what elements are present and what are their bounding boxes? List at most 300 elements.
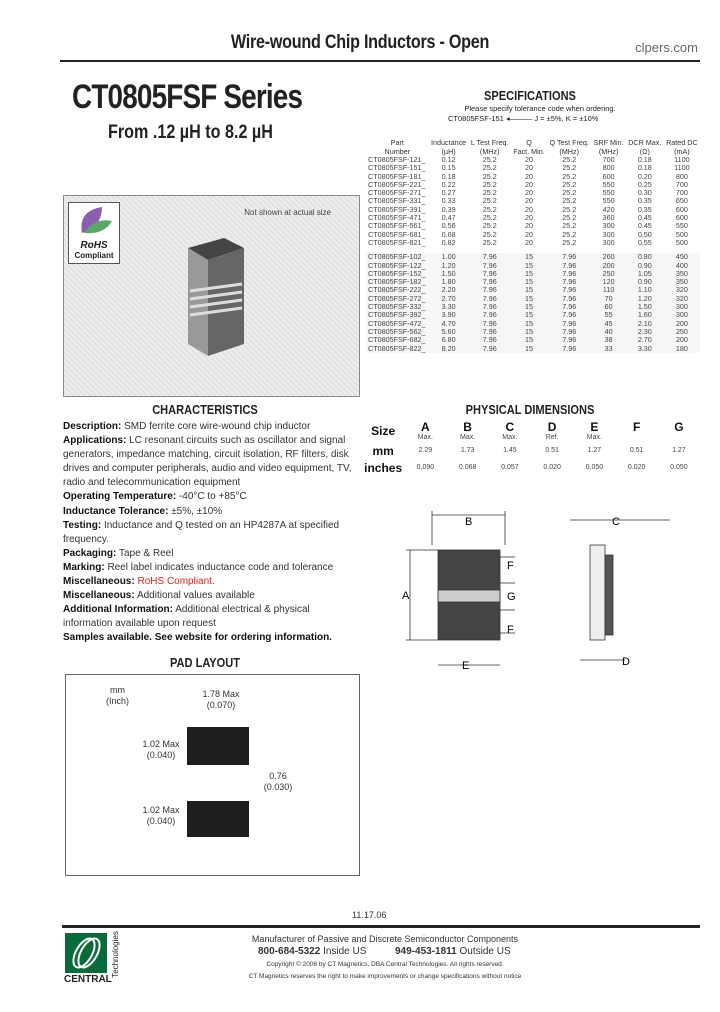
- dimension-qualifier: Ref.: [545, 434, 559, 441]
- dimension-value: 0.068: [458, 464, 477, 471]
- dimension-row-in: [362, 459, 700, 476]
- column-header: [429, 138, 469, 156]
- table-cell: 1.10: [626, 286, 664, 294]
- table-cell: 7.96: [469, 320, 511, 328]
- table-header: [366, 138, 700, 156]
- table-cell: 25.2: [482, 188, 497, 198]
- dimension-qualifier: [616, 434, 658, 442]
- table-cell: 25.2: [482, 179, 497, 189]
- dimension-qualifier: Max.: [417, 434, 433, 441]
- table-cell: CT0805FSF-122_: [366, 262, 429, 270]
- table-cell: 1.20: [429, 262, 469, 270]
- table-cell: 110: [591, 286, 626, 294]
- manufacturer-line: Manufacturer of Passive and Discrete Semiconductor Components: [251, 934, 519, 944]
- table-cell: 7.96: [547, 262, 591, 270]
- table-cell: 25.2: [482, 221, 497, 231]
- table-cell: CT0805FSF-681_: [368, 229, 426, 239]
- phone-inside: [258, 946, 366, 957]
- table-cell: 25.2: [562, 237, 577, 247]
- dimension-column: [658, 420, 700, 442]
- table-cell: 0.18: [637, 155, 652, 164]
- table-cell: 400: [664, 262, 700, 270]
- table-cell: 25.2: [562, 196, 577, 206]
- table-cell: 600: [675, 204, 688, 214]
- pad-height-in: (0.040): [146, 750, 176, 760]
- table-cell: 20: [524, 196, 533, 206]
- table-cell: CT0805FSF-562_: [366, 328, 429, 336]
- table-cell: 550: [675, 221, 688, 231]
- pad-layout-box: [65, 674, 360, 876]
- table-cell: 350: [664, 278, 700, 286]
- table-cell: 7.96: [469, 328, 511, 336]
- table-cell: 15: [511, 253, 547, 261]
- column-header-line: (MHz): [598, 147, 619, 156]
- dimension-value: 2.29: [418, 447, 433, 454]
- table-cell: 0.20: [637, 171, 652, 181]
- dimension-column: [404, 420, 446, 442]
- table-cell: 120: [591, 278, 626, 286]
- column-header: [511, 138, 547, 156]
- table-cell: 7.96: [469, 295, 511, 303]
- table-cell: 600: [602, 171, 615, 181]
- dimension-qualifier: Max.: [502, 434, 518, 441]
- table-cell: 700: [675, 188, 688, 198]
- dimension-value: 1.27: [587, 447, 602, 454]
- characteristic-value: LC resonant circuits such as oscillator and signal generators, impedance matching, circuit isolation, RF filters, disk drives and computer peripherals, audio and video equipment, TV, radio and telecommunication equipment: [63, 435, 352, 489]
- table-cell: 40: [591, 328, 626, 336]
- column-header-line: L Test Freq.: [470, 138, 509, 147]
- dim-label-e: E: [462, 660, 470, 672]
- phone1-label: Inside US: [323, 946, 367, 957]
- characteristic-value: Reel label indicates inductance code and tolerance: [107, 561, 334, 573]
- characteristic-label: Applications:: [63, 435, 127, 447]
- copyright: Copyright © 2006 by CT Magnetics, DBA Central Technologies. All rights reserved.: [266, 961, 504, 968]
- table-cell: 300: [664, 311, 700, 319]
- characteristic-item: [63, 434, 353, 490]
- inductor-illustration: [174, 236, 254, 376]
- table-cell: 7.96: [547, 295, 591, 303]
- table-cell: 25.2: [482, 171, 497, 181]
- table-cell: 15: [511, 328, 547, 336]
- dim-label-f: F: [507, 560, 514, 572]
- table-cell: 0.90: [626, 278, 664, 286]
- phone2: 949-453-1811: [395, 946, 457, 957]
- column-header-line: Fact. Min.: [513, 147, 545, 156]
- dim-label-g: G: [507, 591, 516, 603]
- pad-gap-in: (0.030): [263, 782, 293, 792]
- column-header: [469, 138, 511, 156]
- table-cell: 25.2: [482, 204, 497, 214]
- table-cell: 0.56: [441, 221, 456, 231]
- table-cell: 25.2: [482, 196, 497, 206]
- table-cell: 3.30: [626, 345, 664, 353]
- table-cell: 1.50: [429, 270, 469, 278]
- table-cell: 300: [602, 221, 615, 231]
- table-cell: 0.18: [441, 171, 456, 181]
- table-cell: 20: [524, 155, 533, 164]
- dimension-value: 1.27: [672, 447, 686, 454]
- table-row: [366, 345, 700, 353]
- table-cell: 25.2: [482, 229, 497, 239]
- table-cell: 260: [591, 253, 626, 261]
- units-label: [106, 685, 129, 707]
- brand-name: CENTRAL: [64, 974, 112, 985]
- table-cell: 20: [524, 179, 533, 189]
- characteristic-label: Inductance Tolerance:: [63, 505, 169, 517]
- dimension-letter: F: [632, 420, 641, 434]
- table-cell: 15: [511, 278, 547, 286]
- table-cell: 25.2: [562, 155, 577, 164]
- table-cell: 20: [524, 171, 533, 181]
- website-link[interactable]: clpers.com: [635, 40, 698, 55]
- table-cell: 25.2: [562, 204, 577, 214]
- table-cell: 70: [591, 295, 626, 303]
- pad-height-mm: 1.02 Max: [142, 739, 180, 749]
- table-cell: CT0805FSF-471_: [368, 213, 426, 223]
- dimension-letter: A: [421, 420, 430, 434]
- dimension-qualifier: Max.: [586, 434, 602, 441]
- table-cell: 320: [664, 295, 700, 303]
- characteristic-item: [63, 547, 353, 561]
- dimension-letter: G: [674, 420, 684, 434]
- pad-gap-mm: 0.76: [269, 771, 287, 781]
- table-cell: 20: [524, 163, 533, 173]
- table-cell: 8.20: [429, 345, 469, 353]
- characteristic-label: Miscellaneous:: [63, 576, 135, 588]
- table-cell: 200: [664, 336, 700, 344]
- table-cell: 1.80: [429, 278, 469, 286]
- column-header: [591, 138, 626, 156]
- table-cell: 20: [524, 204, 533, 214]
- table-cell: 550: [602, 196, 615, 206]
- central-logo: [65, 933, 107, 973]
- pad-bottom: [187, 801, 249, 837]
- table-cell: 7.96: [547, 311, 591, 319]
- column-header-line: (µH): [441, 147, 456, 156]
- table-cell: 0.35: [637, 204, 652, 214]
- dimension-column: [489, 420, 531, 442]
- table-cell: 7.96: [469, 262, 511, 270]
- table-cell: 20: [524, 213, 533, 223]
- table-cell: 25.2: [482, 163, 497, 173]
- table-cell: CT0805FSF-561_: [368, 221, 426, 231]
- characteristic-item: [63, 420, 353, 434]
- characteristic-label: Description:: [63, 421, 122, 432]
- dimension-letter: B: [463, 420, 472, 434]
- table-cell: 7.96: [547, 328, 591, 336]
- table-cell: CT0805FSF-391_: [368, 204, 426, 214]
- phone-outside: [395, 946, 511, 957]
- table-cell: CT0805FSF-182_: [366, 278, 429, 286]
- table-cell: 7.96: [547, 320, 591, 328]
- table-cell: 25.2: [562, 163, 577, 173]
- unit-label: inches: [364, 460, 403, 475]
- table-cell: 7.96: [547, 345, 591, 353]
- column-header-line: (MHz): [559, 147, 579, 156]
- column-header-line: DCR Max.: [628, 138, 662, 147]
- characteristic-item: [63, 519, 353, 547]
- table-cell: 7.96: [469, 336, 511, 344]
- table-cell: CT0805FSF-472_: [366, 320, 429, 328]
- table-cell: 2.10: [626, 320, 664, 328]
- table-cell: 20: [524, 188, 533, 198]
- table-cell: 0.90: [626, 262, 664, 270]
- rohs-label: RoHS: [80, 240, 108, 251]
- table-cell: 38: [591, 336, 626, 344]
- table-cell: 25.2: [482, 237, 497, 247]
- table-cell: 1.50: [626, 303, 664, 311]
- table-cell: 2.70: [626, 336, 664, 344]
- table-cell: 2.70: [429, 295, 469, 303]
- pad-height-label: [136, 739, 186, 761]
- dimension-value: 0.050: [670, 464, 688, 471]
- column-header-line: (MHz): [479, 147, 500, 156]
- table-row: [366, 239, 700, 247]
- table-cell: 25.2: [482, 213, 497, 223]
- column-header-line: (mA): [674, 147, 690, 156]
- table-cell: 20: [524, 221, 533, 231]
- pad-top: [187, 727, 249, 765]
- characteristic-label: Operating Temperature:: [63, 491, 177, 503]
- table-cell: 500: [675, 237, 688, 247]
- characteristic-label: Packaging:: [63, 547, 117, 559]
- table-cell: 0.25: [637, 179, 652, 189]
- unit-label: mm: [372, 443, 394, 458]
- table-cell: 15: [511, 262, 547, 270]
- table-cell: 0.47: [441, 213, 456, 223]
- table-cell: 15: [511, 303, 547, 311]
- dimension-value: 1.45: [503, 447, 517, 454]
- characteristic-item: [63, 603, 353, 631]
- dimension-value: 1.73: [460, 447, 475, 454]
- dimension-value: 0.090: [416, 464, 435, 471]
- table-cell: CT0805FSF-272_: [366, 295, 429, 303]
- pad-width-label: [196, 689, 246, 711]
- pad2-height-mm: 1.02 Max: [142, 805, 180, 815]
- table-cell: CT0805FSF-332_: [366, 303, 429, 311]
- table-cell: 7.96: [469, 278, 511, 286]
- series-title: CT0805FSF Series: [72, 78, 303, 116]
- table-cell: 800: [602, 163, 615, 173]
- table-cell: 15: [511, 320, 547, 328]
- dimension-value: 0.51: [545, 447, 559, 454]
- dimensions-table: [362, 420, 700, 476]
- column-header-line: (Ω): [639, 147, 650, 156]
- dimension-letter: C: [505, 420, 515, 434]
- table-cell: 1100: [674, 163, 690, 173]
- table-cell: 180: [664, 345, 700, 353]
- table-cell: CT0805FSF-222_: [366, 286, 429, 294]
- physical-dimensions-title: PHYSICAL DIMENSIONS: [465, 402, 595, 417]
- characteristic-item: [63, 505, 353, 519]
- table-cell: 15: [511, 295, 547, 303]
- table-cell: 0.68: [441, 229, 456, 239]
- table-cell: CT0805FSF-102_: [366, 253, 429, 261]
- tolerance-instruction: Please specify tolerance code when ordering.: [464, 104, 616, 113]
- dimension-column: [531, 420, 573, 442]
- table-cell: 200: [591, 262, 626, 270]
- table-cell: 0.39: [441, 204, 456, 214]
- column-header-line: Part: [390, 138, 404, 147]
- table-cell: 300: [602, 229, 615, 239]
- table-cell: 25.2: [562, 188, 577, 198]
- tolerance-codes: J = ±5%, K = ±10%: [534, 114, 599, 123]
- dimension-qualifier: Max.: [460, 434, 476, 441]
- table-cell: 360: [602, 213, 615, 223]
- table-cell: 3.30: [429, 303, 469, 311]
- table-cell: 320: [664, 286, 700, 294]
- table-cell: 25.2: [482, 155, 497, 164]
- table-cell: 300: [602, 237, 615, 247]
- table-cell: CT0805FSF-121_: [368, 155, 426, 164]
- dimension-column: [573, 420, 615, 442]
- table-cell: 550: [602, 188, 615, 198]
- dim-label-d: D: [622, 656, 630, 668]
- table-cell: CT0805FSF-151_: [368, 163, 426, 173]
- dim-label-b: B: [465, 516, 473, 528]
- table-cell: 700: [675, 179, 688, 189]
- table-cell: 700: [602, 155, 615, 164]
- pad2-height-in: (0.040): [146, 816, 176, 826]
- table-cell: 7.96: [547, 336, 591, 344]
- rohs-badge: [68, 202, 120, 264]
- table-cell: 15: [511, 270, 547, 278]
- pad-width-in: (0.070): [206, 700, 236, 710]
- table-cell: 0.55: [637, 237, 652, 247]
- table-cell: 45: [591, 320, 626, 328]
- table-cell: 300: [664, 303, 700, 311]
- rights-notice: CT Magnetics reserves the right to make improvements or change specifications without notice: [248, 973, 522, 980]
- column-header: [547, 138, 591, 156]
- table-cell: 1.00: [429, 253, 469, 261]
- table-cell: 0.18: [637, 163, 652, 173]
- table-cell: 0.45: [637, 213, 652, 223]
- table-cell: 1.60: [626, 311, 664, 319]
- footer-rule: [62, 925, 700, 928]
- table-cell: 20: [524, 229, 533, 239]
- table-cell: 200: [664, 320, 700, 328]
- dimension-column: [447, 420, 489, 442]
- table-cell: 0.35: [637, 196, 652, 206]
- table-cell: 7.96: [469, 270, 511, 278]
- rohs-compliant-label: Compliant: [74, 251, 114, 260]
- dimension-row-mm: [362, 442, 700, 459]
- units-mm: mm: [110, 685, 125, 695]
- dimension-value: 0.020: [627, 464, 646, 471]
- column-header-line: Number: [384, 147, 411, 156]
- column-header: [366, 138, 429, 156]
- dimension-value: 0.050: [585, 464, 604, 471]
- table-cell: 0.15: [441, 163, 456, 173]
- table-cell: 33: [591, 345, 626, 353]
- size-label: Size: [371, 424, 396, 438]
- table-cell: 450: [664, 253, 700, 261]
- revision-date: 11.17.06: [352, 910, 387, 920]
- characteristic-item: [63, 490, 353, 504]
- table-cell: CT0805FSF-821_: [368, 237, 426, 247]
- dim-label-c: C: [612, 516, 620, 528]
- table-cell: 60: [591, 303, 626, 311]
- scale-note: Not shown at actual size: [244, 208, 331, 217]
- table-cell: 0.27: [441, 188, 456, 198]
- specifications-table: [366, 138, 700, 353]
- table-cell: 25.2: [562, 179, 577, 189]
- table-cell: 7.96: [547, 303, 591, 311]
- table-cell: 7.96: [547, 270, 591, 278]
- dimension-header-row: [362, 420, 700, 442]
- logo-rings-icon: [65, 933, 107, 973]
- table-cell: 0.22: [441, 179, 456, 189]
- pad2-height-label: [136, 805, 186, 827]
- table-cell: CT0805FSF-181_: [368, 171, 426, 181]
- dimension-value: 0.020: [543, 464, 561, 471]
- column-header-line: Q: [526, 138, 532, 147]
- pad-layout-title: PAD LAYOUT: [170, 655, 240, 670]
- specifications-title: SPECIFICATIONS: [484, 88, 576, 103]
- inductance-range: From .12 µH to 8.2 µH: [108, 122, 273, 143]
- ordering-example: [448, 114, 598, 123]
- table-cell: 4.70: [429, 320, 469, 328]
- table-cell: CT0805FSF-682_: [366, 336, 429, 344]
- column-header-line: Inductance: [431, 138, 467, 147]
- table-cell: 420: [602, 204, 615, 214]
- samples-note: Samples available. See website for ordering information.: [63, 632, 332, 644]
- units-inch: (Inch): [106, 696, 130, 706]
- characteristic-label: Miscellaneous:: [63, 590, 135, 602]
- dimension-diagram: [400, 505, 700, 685]
- table-cell: CT0805FSF-221_: [368, 179, 426, 189]
- table-cell: 7.96: [469, 286, 511, 294]
- characteristic-value: Additional values available: [136, 590, 255, 602]
- column-header: [626, 138, 664, 156]
- table-cell: 0.45: [637, 221, 652, 231]
- dim-label-a: A: [402, 590, 410, 602]
- table-cell: 25.2: [562, 171, 577, 181]
- header-rule: [60, 60, 700, 62]
- table-cell: 0.82: [441, 237, 456, 247]
- table-cell: 0.80: [626, 253, 664, 261]
- dimension-value: 0.057: [501, 464, 519, 471]
- table-cell: 7.96: [469, 345, 511, 353]
- table-cell: 25.2: [562, 229, 577, 239]
- table-cell: 7.96: [469, 311, 511, 319]
- table-cell: 25.2: [562, 221, 577, 231]
- table-cell: 600: [675, 213, 688, 223]
- table-cell: 0.50: [637, 229, 652, 239]
- arrow-icon: ◂———: [505, 114, 533, 123]
- product-image: [63, 195, 360, 397]
- table-cell: 20: [524, 237, 533, 247]
- table-cell: 800: [675, 171, 688, 181]
- pad-width-mm: 1.78 Max: [202, 689, 240, 699]
- dimension-letter: D: [547, 420, 557, 434]
- table-cell: 0.30: [637, 188, 652, 198]
- table-cell: 350: [664, 270, 700, 278]
- table-cell: 7.96: [469, 253, 511, 261]
- table-cell: 15: [511, 345, 547, 353]
- table-cell: 1.20: [626, 295, 664, 303]
- table-cell: 15: [511, 336, 547, 344]
- phone2-label: Outside US: [459, 946, 511, 957]
- dim-label-f2: F: [507, 624, 514, 636]
- characteristic-value: Additional electrical & physical information available upon request: [63, 604, 310, 630]
- table-cell: 15: [511, 311, 547, 319]
- dimension-column: [616, 420, 658, 442]
- table-cell: CT0805FSF-271_: [368, 188, 426, 198]
- leaf-icon: [74, 203, 114, 237]
- characteristic-item: [63, 589, 353, 603]
- table-cell: CT0805FSF-822_: [366, 345, 429, 353]
